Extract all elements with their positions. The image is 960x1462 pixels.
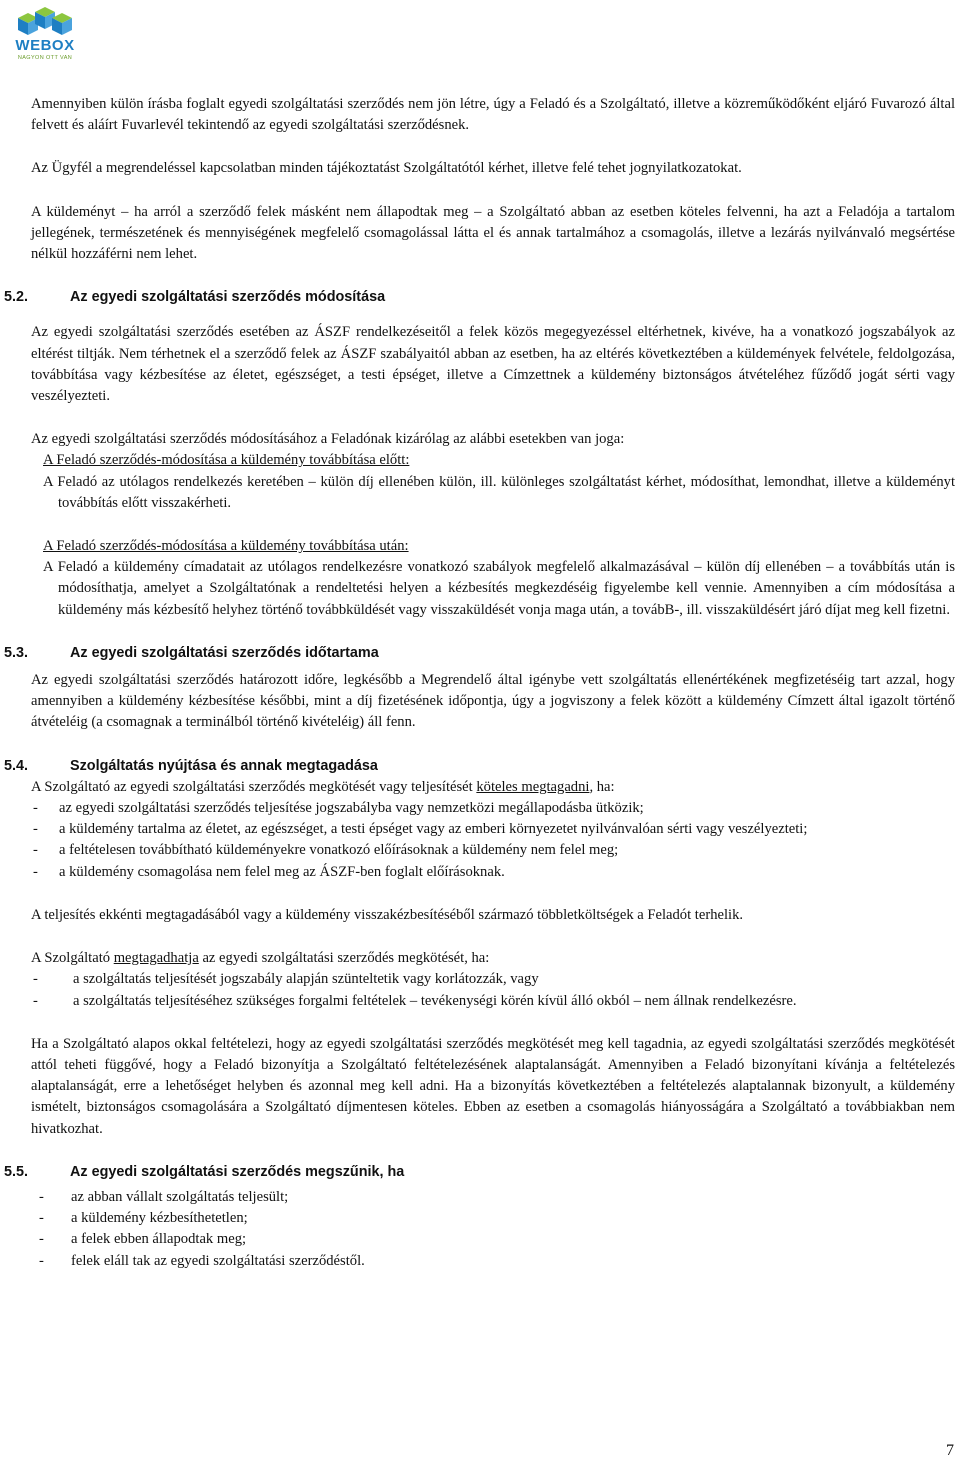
list-item: - a feltételesen továbbítható küldeményekre vonatkozó előírásoknak a küldemény nem felel meg; bbox=[33, 840, 955, 861]
section-title: Az egyedi szolgáltatási szerződés módosítása bbox=[70, 289, 386, 306]
text-run: , ha: bbox=[589, 778, 615, 795]
paragraph: Az Ügyfél a megrendeléssel kapcsolatban minden tájékoztatást Szolgáltatótól kérhet, illetve felé tehet jognyilatkozatokat. bbox=[31, 160, 742, 177]
termination-list bbox=[31, 1187, 955, 1272]
list-item-text: a küldemény kézbesíthetetlen; bbox=[71, 1210, 248, 1227]
text-run: A Szolgáltató az egyedi szolgáltatási szerződés megkötését vagy teljesítését bbox=[31, 778, 477, 795]
page-number: 7 bbox=[946, 1442, 954, 1459]
logo-tagline: NAGYON OTT VAN bbox=[17, 55, 73, 61]
paragraph: A Feladó a küldemény címadatait az utólagos rendelkezésre vonatkozó szabályok megfelelő alkalmazásával – külön díj ellenében – a továbbítás után is módosíthatja, amelyet a Szolgáltatónak a rendeltetési helyen a kézbesítés megkezdéséig figyelembe kell vennie. Amennyiben a cím módosítása a küldemény más kézbesítő helyhez történő továbbküldését vagy visszaküldését vonja maga után, a továbB-, ill. visszaküldésért járó díjat meg kell fizetni. bbox=[43, 559, 955, 618]
list-item: - az egyedi szolgáltatási szerződés teljesítése jogszabályba vagy nemzetközi megállapodásba ütközik; bbox=[33, 798, 955, 819]
list-item: - a felek ebben állapodtak meg; bbox=[39, 1229, 955, 1250]
paragraph: A Feladó az utólagos rendelkezés keretében – külön díj ellenében külön, ill. különleges szolgáltatást kérhet, módosíthat, lemondhat, illetve a küldeményt továbbítás előtt visszakérheti. bbox=[43, 473, 955, 511]
list-item-text: a küldemény csomagolása nem felel meg az ÁSZF-ben foglalt előírásoknak. bbox=[59, 863, 505, 880]
optional-refusal-list bbox=[33, 969, 955, 1011]
section-heading bbox=[4, 756, 955, 777]
subsection-title: A Feladó szerződés-módosítása a küldemény továbbítása után: bbox=[43, 538, 409, 555]
paragraph: Az egyedi szolgáltatási szerződés határozott időre, legkésőbb a Megrendelő által igénybe vett szolgáltatás ellenértékének megfizetéséig tart azzal, hogy amennyiben a küldemény kézbesítése későbbi, mint a díj fizetésének időpontja, úgy a jogviszony a felek között a küldemény Címzett által igazolt történő átvételéig (a csomagnak a terminálból történő kivételéig) áll fenn. bbox=[31, 672, 955, 731]
section-number: 5.5. bbox=[4, 1163, 29, 1180]
paragraph bbox=[31, 948, 955, 969]
list-item: - a küldemény tartalma az életet, az egészséget, a testi épséget vagy az emberi környezetet nyilvánvalóan sérti vagy veszélyezteti; bbox=[33, 819, 955, 840]
list-item-text: a szolgáltatás teljesítéséhez szükséges forgalmi feltételek – tevékenységi körén kívül álló okból – nem állnak rendelkezésre. bbox=[73, 992, 797, 1009]
section-title: Az egyedi szolgáltatási szerződés időtartama bbox=[70, 644, 379, 661]
paragraph: Amennyiben külön írásba foglalt egyedi szolgáltatási szerződés nem jön létre, úgy a Feladó és a Szolgáltató, illetve a közreműködőként eljáró Fuvarozó által felvett és aláírt Fuvarlevél tekintendő az egyedi szolgáltatási szerződésnek. bbox=[31, 96, 955, 134]
list-item-text: az abban vállalt szolgáltatás teljesült; bbox=[71, 1188, 289, 1205]
section-heading bbox=[4, 287, 955, 308]
section-number: 5.3. bbox=[4, 644, 29, 661]
list-item-text: a küldemény tartalma az életet, az egészséget, a testi épséget vagy az emberi környezetet nyilvánvalóan sérti vagy veszélyezteti; bbox=[59, 821, 808, 838]
subsection-title: A Feladó szerződés-módosítása a küldemény továbbítása előtt: bbox=[43, 452, 410, 469]
refusal-list bbox=[33, 798, 955, 883]
list-item: - a szolgáltatás teljesítését jogszabály alapján szünteltetik vagy korlátozzák, vagy bbox=[33, 969, 955, 990]
paragraph: Az egyedi szolgáltatási szerződés módosításához a Feladónak kizárólag az alábbi esetekben van joga: bbox=[31, 431, 625, 448]
paragraph: A küldeményt – ha arról a szerződő felek másként nem állapodtak meg – a Szolgáltató abban az esetben köteles felvenni, ha azt a Feladója a tartalom jellegének, természetének és mennyiségének megfelelő csomagolással látta el és annak tartalmához a csomagolás, illetve a lezárás nyilvánvaló megsértése nélkül hozzáférni nem lehet. bbox=[31, 203, 955, 263]
section-number: 5.4. bbox=[4, 757, 29, 774]
underlined-text: köteles megtagadni bbox=[476, 778, 590, 795]
paragraph bbox=[31, 777, 955, 798]
logo-brand: WEBOX bbox=[15, 37, 75, 54]
list-item: - az abban vállalt szolgáltatás teljesült; bbox=[39, 1187, 955, 1208]
list-item-text: a feltételesen továbbítható küldeményekre vonatkozó előírásoknak a küldemény nem felel meg; bbox=[59, 842, 619, 859]
paragraph: A teljesítés ekkénti megtagadásából vagy a küldemény visszakézbesítéséből származó többletköltségek a Feladót terhelik. bbox=[31, 906, 744, 923]
list-item-text: a felek ebben állapodtak meg; bbox=[71, 1231, 247, 1248]
list-item: - a szolgáltatás teljesítéséhez szükséges forgalmi feltételek – tevékenységi körén kívül álló okból – nem állnak rendelkezésre. bbox=[33, 992, 797, 1009]
section-heading bbox=[4, 1162, 955, 1183]
section-title: Szolgáltatás nyújtása és annak megtagadása bbox=[70, 757, 378, 774]
document-body bbox=[4, 94, 955, 1272]
paragraph: Az egyedi szolgáltatási szerződés esetében az ÁSZF rendelkezéseitől a felek közös megegyezéssel eltérhetnek, kivéve, ha a vonatkozó jogszabályok az eltérést tiltják. Nem térhetnek el a szerződő felek az ÁSZF szabályaitól abban az esetben, ha az eltérés következtében a küldemények felvétele, feldolgozása, továbbítása vagy kézbesítése az életet, egészséget, a testi épséget, illetve a Címzettnek a küldemény biztonságos átvételéhez fűződő jogát sérti vagy veszélyezteti. bbox=[31, 324, 955, 405]
text-run: az egyedi szolgáltatási szerződés megkötését, ha: bbox=[198, 950, 490, 967]
underlined-text: megtagadhatja bbox=[113, 950, 199, 967]
paragraph: Ha a Szolgáltató alapos okkal feltételezi, hogy az egyedi szolgáltatási szerződés megkötését meg kell tagadnia, az egyedi szolgáltatási szerződés megkötését attól teheti függővé, hogy a Feladó bizonyítja a Szolgáltató feltételezésének alaptalanságát. Amennyiben a Feladó bizonyítani kívánja a feltételezés alaptalanságát, erre a lehetőséget helyben és azonnal meg kell adni. Ha a bizonyítás következtében a feltételezés alaptalannak bizonyult, a küldemény ismételt, biztonságos csomagolására a Szolgáltató díjmentesen köteles. Ebben az esetben a csomagolás hiányosságára a Szolgáltató a továbbiakban nem hivatkozhat. bbox=[31, 1035, 955, 1137]
list-item-text: az egyedi szolgáltatási szerződés teljesítése jogszabályba vagy nemzetközi megállapodásba ütközik; bbox=[59, 800, 644, 817]
list-item-text: a szolgáltatás teljesítését jogszabály alapján szünteltetik vagy korlátozzák, vagy bbox=[73, 971, 539, 988]
list-item-text: felek eláll tak az egyedi szolgáltatási szerződéstől. bbox=[71, 1252, 365, 1269]
section-heading bbox=[4, 643, 955, 664]
list-item: - a küldemény csomagolása nem felel meg az ÁSZF-ben foglalt előírásoknak. bbox=[33, 862, 955, 883]
list-item: - a küldemény kézbesíthetetlen; bbox=[39, 1208, 955, 1229]
text-run: A Szolgáltató bbox=[31, 950, 114, 967]
list-item: - felek eláll tak az egyedi szolgáltatási szerződéstől. bbox=[39, 1251, 955, 1272]
section-title: Az egyedi szolgáltatási szerződés megszűnik, ha bbox=[70, 1163, 405, 1180]
section-number: 5.2. bbox=[4, 289, 29, 306]
